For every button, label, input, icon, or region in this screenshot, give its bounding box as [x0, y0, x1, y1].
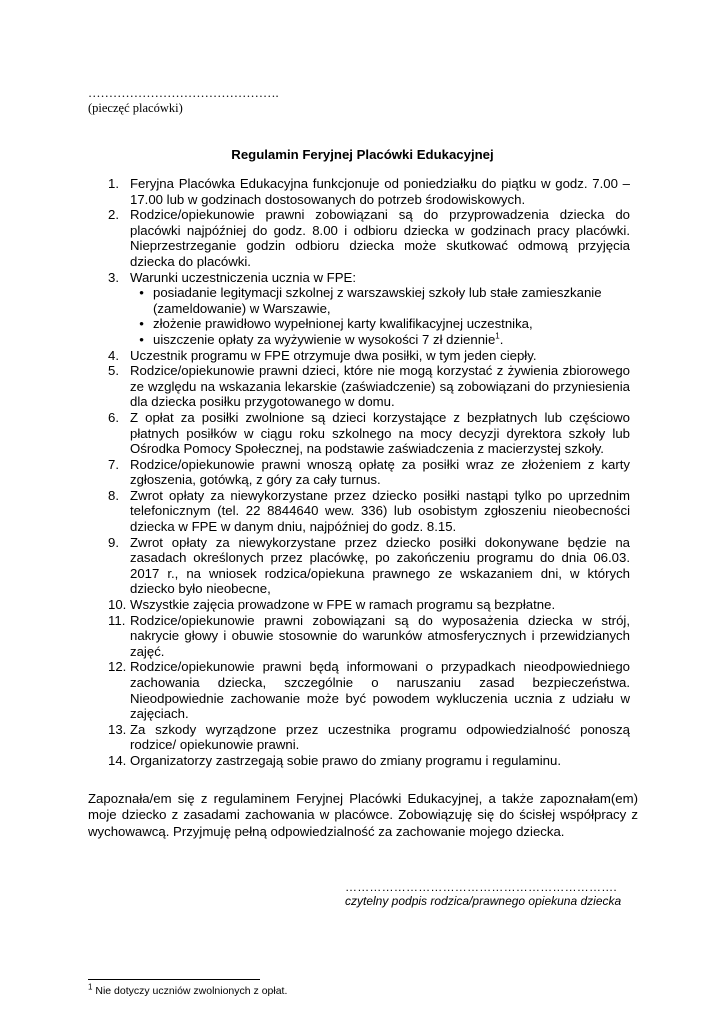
rule-body [130, 535, 630, 597]
rule-body [130, 270, 630, 286]
rule-item [108, 753, 630, 769]
bullet-end: . [499, 331, 504, 347]
bullet-dot-icon: • [139, 285, 144, 301]
bullet-body [153, 285, 630, 316]
rule-text: Rodzice/opiekunowie prawni dzieci, które nie mogą korzystać z żywienia zbiorowego ze względu na wskazania lekarskie (zaświadczenie) są zobowiązani do przyniesienia dla dziecka posiłku przygotowanego w domu. [130, 363, 630, 410]
stamp-dots: ………………………………………. [88, 86, 279, 100]
footnote [88, 982, 288, 997]
rule-body [130, 488, 630, 535]
bullet-item [108, 316, 630, 332]
rule-number: 13. [108, 721, 127, 737]
rule-item [108, 410, 630, 457]
rule-text: Zwrot opłaty za niewykorzystane przez dziecko posiłki nastąpi tylko po uprzednim telefonicznym (tel. 22 8844640 wew. 336) lub osobistym zgłoszeniu nieobecności dziecka w FPE w danym dniu, najpóźniej do godz. 8.15. [130, 487, 630, 535]
rule-item [108, 363, 630, 410]
rule-body [130, 457, 630, 488]
rule-item [108, 659, 630, 721]
rule-text: Rodzice/opiekunowie prawni wnoszą opłatę za posiłki wraz ze złożeniem z karty zgłoszenia, gotówką, z góry za cały turnus. [130, 456, 630, 488]
rule-text: Feryjna Placówka Edukacyjna funkcjonuje od poniedziałku do piątku w godz. 7.00 – 17.00 lub w godzinach dostosowanych do potrzeb środowiskowych. [130, 176, 630, 207]
footnote-separator [88, 979, 260, 980]
stamp-area [88, 86, 279, 116]
rule-item [108, 457, 630, 488]
rule-number: 10. [108, 597, 127, 613]
rule-number: 4. [108, 347, 119, 363]
signature-line: …………………………………………………………. [345, 880, 617, 894]
rule-body [130, 753, 630, 769]
rule-text: Za szkody wyrządzone przez uczestnika programu odpowiedzialność ponoszą rodzice/ opiekunowie prawni. [130, 721, 630, 753]
rule-body [130, 348, 630, 364]
rule-body [130, 176, 630, 207]
rule-item [108, 270, 630, 286]
signature-label: czytelny podpis rodzica/prawnego opiekuna dziecka [345, 894, 622, 908]
rule-body [130, 363, 630, 410]
rule-text: Rodzice/opiekunowie prawni zobowiązani są do wyposażenia dziecka w strój, nakrycie głowy i obuwie stosownie do warunków atmosferycznych i przewidzianych zajęć. [130, 612, 630, 659]
bullet-item [108, 285, 630, 316]
rule-number: 8. [108, 487, 119, 503]
rule-item [108, 535, 630, 597]
rule-text: Zwrot opłaty za niewykorzystane przez dziecko posiłki dokonywane będzie na zasadach określonych przez placówkę, po zakończeniu programu do dnia 06.03. 2017 r., na wniosek rodzica/opiekuna prawnego ze wskazaniem dni, w których dziecko było nieobecne, [130, 534, 630, 597]
stamp-label: (pieczęć placówki) [88, 101, 183, 115]
rule-number: 3. [108, 269, 119, 285]
rule-number: 6. [108, 409, 119, 425]
document-title: Regulamin Feryjnej Placówki Edukacyjnej [231, 147, 494, 162]
bullet-item [108, 332, 630, 348]
rule-text: Rodzice/opiekunowie prawni zobowiązani są do przyprowadzenia dziecka do placówki najpóźniej do godz. 8.00 i odbioru dziecka w godzinach pracy placówki. Nieprzestrzeganie godzin odbioru dziecka może skutkować odmową przyjęcia dziecka do placówki. [130, 207, 630, 269]
bullet-body [153, 332, 630, 348]
rule-number: 7. [108, 456, 119, 472]
bullet-text: posiadanie legitymacji szkolnej z warszawskiej szkoły lub stałe zamieszkanie (zameldowanie) w Warszawie, [153, 285, 602, 316]
rule-number: 5. [108, 363, 119, 379]
rule-item [108, 207, 630, 269]
rule-body [130, 722, 630, 753]
bullet-body [153, 316, 630, 332]
bullet-text: złożenie prawidłowo wypełnionej karty kwalifikacyjnej uczestnika, [153, 316, 533, 332]
rule-text: Wszystkie zajęcia prowadzone w FPE w ramach programu są bezpłatne. [130, 597, 556, 613]
rule-text: Uczestnik programu w FPE otrzymuje dwa posiłki, w tym jeden ciepły. [130, 347, 537, 363]
rule-text: Organizatorzy zastrzegają sobie prawo do zmiany programu i regulaminu. [130, 752, 561, 768]
footnote-text: Nie dotyczy uczniów zwolnionych z opłat. [92, 985, 288, 997]
rule-number: 12. [108, 659, 127, 675]
rule-number: 1. [108, 176, 119, 191]
rule-text: Warunki uczestniczenia ucznia w FPE: [130, 269, 356, 285]
rule-number: 9. [108, 534, 119, 550]
rule-item [108, 722, 630, 753]
rule-number: 2. [108, 207, 119, 223]
acknowledgement-statement: Zapoznała/em się z regulaminem Feryjnej Placówki Edukacyjnej, a także zapoznałam(em) moje dziecko z zasadami zachowania w placówce. Zobowiązuję się do ścisłej współpracy z wychowawcą. Przyjmuję pełną odpowiedzialność za zachowanie mojego dziecka. [88, 791, 638, 839]
rules-list [108, 176, 630, 769]
footnote-reference: 1 [495, 331, 500, 341]
rule-number: 11. [108, 612, 126, 628]
rule-item [108, 613, 630, 660]
rule-item [108, 348, 630, 364]
rule-item [108, 176, 630, 207]
bullet-list [108, 285, 630, 347]
rule-number: 14. [108, 752, 127, 768]
rule-body [130, 659, 630, 721]
rule-item [108, 488, 630, 535]
rule-text: Z opłat za posiłki zwolnione są dzieci korzystające z bezpłatnych lub częściowo płatnych posiłków w ciągu roku szkolnego na mocy decyzji dyrektora szkoły lub Ośrodka Pomocy Społecznej, na podstawie zaświadczenia z macierzystej szkoły. [130, 409, 630, 457]
bullet-dot-icon: • [139, 331, 144, 347]
bullet-text: uiszczenie opłaty za wyżywienie w wysokości 7 zł dziennie [153, 331, 496, 347]
rule-body [130, 597, 630, 613]
rule-body [130, 410, 630, 457]
bullet-dot-icon: • [139, 316, 144, 332]
rule-text: Rodzice/opiekunowie prawni będą informowani o przypadkach nieodpowiedniego zachowania dziecka, szczególnie o naruszaniu zasad bezpieczeństwa. Nieodpowiednie zachowanie może być powodem wykluczenia ucznia z udziału w zajęciach. [130, 659, 630, 722]
rule-item [108, 597, 630, 613]
rule-body [130, 613, 630, 660]
footnote-mark: 1 [88, 982, 93, 992]
rule-body [130, 207, 630, 269]
